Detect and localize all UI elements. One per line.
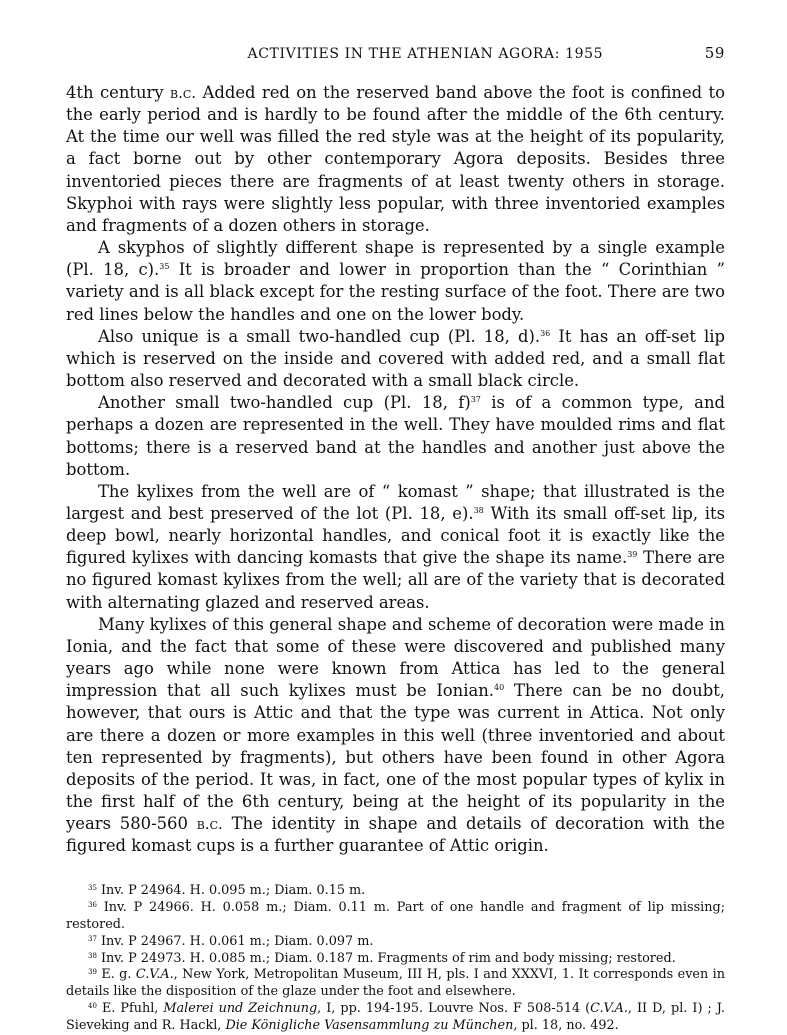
paragraph: A skyphos of slightly different shape is represented by a single example (Pl. 18, c).$^{35}$ It is broader and lower in proportion than the “ Corinthian ” variety and is all black except for the resting surface of the foot. There are two red lines below the handles and one on the lower body. xyxy=(66,238,725,324)
paragraph: Many kylixes of this general shape and scheme of decoration were made in Ionia, and the fact that some of these were discovered and published many years ago while none were known from Attica has led to the general impression that all such kylixes must be Ionian.$^{40}$ There can be no doubt, however, that ours is Attic and that the type was current in Attica. Not only are there a dozen or more examples in this well (three inventoried and about ten represented by fragments), but others have been found in other Agora deposits of the period. It was, in fact, one of the most popular types of kylix in the first half of the 6th century, being at the height of its popularity in the years 580-560 b.c. The identity in shape and details of decoration with the figured komast cups is a further guarantee of Attic origin. xyxy=(66,614,726,856)
footnote-ref: 37 xyxy=(470,395,481,405)
footnote: $^{38}$ Inv. P 24973. H. 0.085 m.; Diam. 0.187 m. Fragments of rim and body missing; restored. xyxy=(88,950,676,966)
footnote-ref: 38 xyxy=(473,505,484,515)
footnote: $^{37}$ Inv. P 24967. H. 0.061 m.; Diam. 0.097 m. xyxy=(88,933,374,949)
footnotes xyxy=(66,883,725,1034)
page-number: 59 xyxy=(704,44,725,62)
footnote: $^{39}$ E. g. C.V.A., New York, Metropolitan Museum, III H, pls. I and XXXVI, 1. It corresponds even in details like the disposition of the glaze under the foot and elsewhere. xyxy=(66,967,725,1000)
footnote: $^{35}$ Inv. P 24964. H. 0.095 m.; Diam. 0.15 m. xyxy=(88,883,366,899)
footnote: $^{40}$ E. Pfuhl, Malerei und Zeichnung, I, pp. 194-195. Louvre Nos. F 508-514 (C.V.A., II D, pl. I) ; J. Sieveking and R. Hackl, Die Königliche Vasensammlung zu München, pl. 18, no. 492. xyxy=(66,1001,725,1033)
paragraph: Also unique is a small two-handled cup (Pl. 18, d).$^{36}$ It has an off-set lip which is reserved on the inside and covered with added red, and a small flat bottom also reserved and decorated with a small black circle. xyxy=(66,326,725,391)
paragraph: 4th century b.c. Added red on the reserved band above the foot is confined to the early period and is hardly to be found after the middle of the 6th century. At the time our well was filled the red style was at the height of its popularity, a fact borne out by other contemporary Agora deposits. Besides three inventoried pieces there are fragments of at least twenty others in storage. Skyphoi with rays were slightly less popular, with three inventoried examples and fragments of a dozen others in storage. xyxy=(66,83,725,235)
footnote-ref: 39 xyxy=(627,550,638,560)
paragraph: Another small two-handled cup (Pl. 18, f)$^{37}$ is of a common type, and perhaps a dozen are represented in the well. They have moulded rims and flat bottoms; there is a reserved band at the handles and another just above the bottom. xyxy=(66,393,725,479)
footnote-ref: 40 xyxy=(494,683,505,693)
footnote-ref: 35 xyxy=(159,262,170,272)
footnote: $^{36}$ Inv. P 24966. H. 0.058 m.; Diam. 0.11 m. Part of one handle and fragment of lip missing; restored. xyxy=(66,900,725,933)
running-title: ACTIVITIES IN THE ATHENIAN AGORA: 1955 xyxy=(247,46,604,62)
body-text xyxy=(66,82,725,857)
paragraph: The kylixes from the well are of “ komast ” shape; that illustrated is the largest and best preserved of the lot (Pl. 18, e).$^{38}$ With its small off-set lip, its deep bowl, nearly horizontal handles, and conical foot it is exactly like the figured kylixes with dancing komasts that give the shape its name.$^{39}$ There are no figured komast kylixes from the well; all are of the variety that is decorated with alternating glazed and reserved areas. xyxy=(66,481,725,612)
page xyxy=(66,44,725,1035)
footnote-ref: 36 xyxy=(540,328,551,338)
running-header xyxy=(66,44,725,70)
